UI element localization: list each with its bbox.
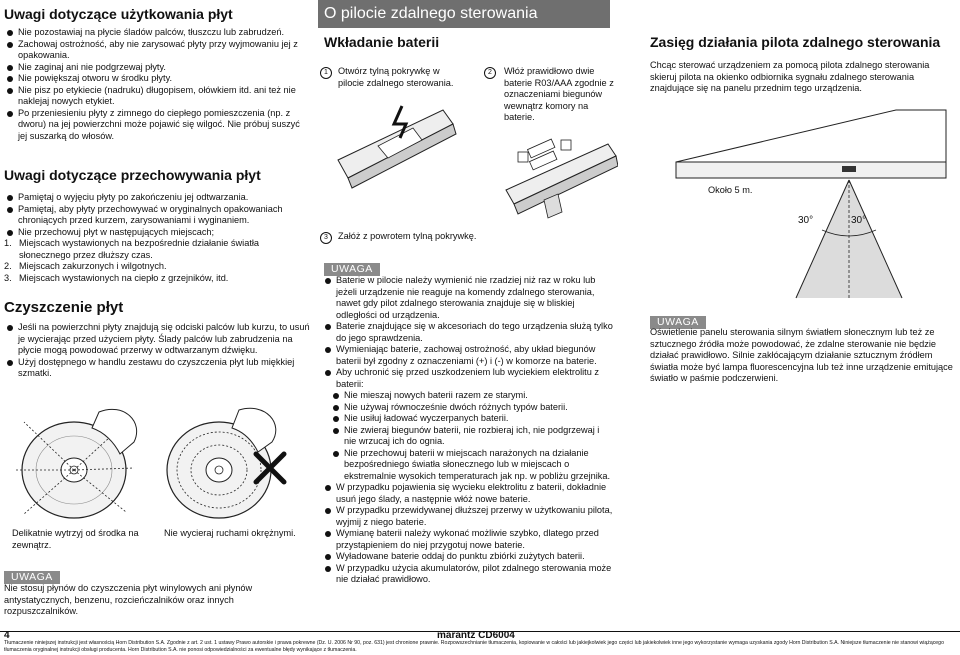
list-item: Pamiętaj, aby płyty przechowywać w oryginalnych opakowaniach chroniących przed kurzem, zarysowaniami i wyginaniem. [4, 204, 310, 227]
battery-sub-list [322, 390, 614, 482]
step-number: 1 [320, 67, 332, 79]
item-text: Miejscach zakurzonych i wilgotnych. [19, 261, 167, 271]
list-item: Zachowaj ostrożność, aby nie zarysować płyty przy wyjmowaniu jej z opakowania. [4, 39, 310, 62]
battery-warning-list [322, 275, 614, 390]
disc-storage-title: Uwagi dotyczące przechowywania płyt [4, 167, 261, 183]
disc-ok-icon [14, 409, 137, 518]
list-item [4, 238, 310, 261]
item-text: Miejscach wystawionych na ciepło z grzejników, itd. [19, 272, 229, 283]
step-number: 2 [484, 67, 496, 79]
range-text: Chcąc sterować urządzeniem za pomocą pilota zdalnego sterowania skieruj pilota na okienko odbiornika sygnału zdalnego sterowania znajdujące się na panelu przednim tego urządzenia. [650, 60, 930, 93]
battery-title: Wkładanie baterii [324, 34, 440, 50]
caption-no-circular: Nie wycieraj ruchami okrężnymi. [164, 528, 296, 538]
disc-storage-places [4, 238, 310, 284]
list-item: Nie mieszaj nowych baterii razem ze starymi. [322, 390, 614, 402]
remote-open-icon [338, 106, 456, 188]
battery-step-3 [320, 231, 614, 243]
list-item: Nie pisz po etykiecie (nadruku) długopisem, ołówkiem itd. ani też nie naklejaj nowych etykiet. [4, 85, 310, 108]
disc-usage-list [4, 27, 310, 142]
legal-notice: Tłumaczenie niniejszej instrukcji jest własnością Horn Distribution S.A. Zgodnie z art. 2 ust. 1 ustawy Prawo autorskie i prawa pokrewne (Dz. U. 2006 Nr 90, poz. 631) jest chronione prawnie. Rozpowszechnianie tłumaczenia, kopiowanie w całości lub jakiejkolwiek jego części lub jakiekolwiek inne jego wykorzystanie wymaga uzyskania zgody Horn Distribution S.A. Niniejsze tłumaczenie nie stanowi wiążącego tłumaczenia oryginalnej instrukcji obsługi producenta. Horn Distribution S.A. nie ponosi odpowiedzialności za ewentualne błędy wynikające z tłumaczenia. [4, 640, 944, 653]
caption-wipe-outward: Delikatnie wytrzyj od środka na zewnątrz. [12, 528, 139, 550]
disc-cleaning-list [4, 322, 310, 380]
range-warning-text: Oświetlenie panelu sterowania silnym światłem słonecznym lub też ze sztucznego źródła może powodować, że zdalne sterowanie nie będzie działać prawidłowo. Silnie zakłócającym działanie sztucznym źródłem światła może być lampa fluorescencyjna lub też inne urządzenie emitujące światło w paśmie podczerwieni. [650, 327, 953, 383]
list-item: W przypadku pojawienia się wycieku elektrolitu z baterii, dokładnie usuń jego ślady, a następnie włóż nowe baterie. [322, 482, 614, 505]
list-item: Aby uchronić się przed uszkodzeniem lub wyciekiem elektrolitu z baterii: [322, 367, 614, 390]
remote-batteries-icon [506, 139, 618, 218]
range-distance-label: Około 5 m. [708, 185, 753, 195]
page-number: 4 [4, 630, 10, 641]
list-item: Nie zaginaj ani nie podgrzewaj płyty. [4, 62, 310, 74]
disc-bad-icon [167, 408, 276, 518]
cleaning-warning-text: Nie stosuj płynów do czyszczenia płyt winylowych ani płynów antystatycznych, benzenu, rozcieńczalników oraz innych rozpuszczalników. [4, 583, 253, 616]
warning-label: UWAGA [324, 263, 380, 276]
range-title: Zasięg działania pilota zdalnego sterowania [650, 34, 941, 50]
list-item: Nie usiłuj ładować wyczerpanych baterii. [322, 413, 614, 425]
item-number: 2. [4, 261, 12, 271]
list-item [4, 261, 310, 273]
battery-step-1 [320, 66, 468, 89]
item-text: Miejscach wystawionych na bezpośrednie działanie światła słonecznego przez dłuższy czas. [19, 238, 260, 260]
list-item: Wymianę baterii należy wykonać możliwie szybko, dlatego przed przystąpieniem do niej przygotuj nowe baterie. [322, 528, 614, 551]
list-item: Nie pozostawiaj na płycie śladów palców, tłuszczu lub zabrudzeń. [4, 27, 310, 39]
disc-usage-title: Uwagi dotyczące użytkowania płyt [4, 6, 233, 22]
list-item: Baterie znajdujące się w akcesoriach do tego urządzenia służą tylko do jego sprawdzenia. [322, 321, 614, 344]
list-item: Pamiętaj o wyjęciu płyty po zakończeniu jej odtwarzania. [4, 192, 310, 204]
step-text: Włóż prawidłowo dwie baterie R03/AAA zgodnie z oznaczeniami biegunów wewnątrz komory na baterie. [504, 66, 614, 122]
warning-label: UWAGA [4, 571, 60, 584]
list-item [4, 273, 310, 285]
list-item: Nie przechowuj płyt w następujących miejscach; [4, 227, 310, 239]
item-number: 3. [4, 272, 12, 283]
angle-right-label: 30° [851, 215, 867, 226]
list-item: Nie używaj równocześnie dwóch różnych typów baterii. [322, 402, 614, 414]
list-item: Nie zwieraj biegunów baterii, nie rozbieraj ich, nie podgrzewaj i nie wrzucaj ich do ognia. [322, 425, 614, 448]
remote-section-bar: O pilocie zdalnego sterowania [318, 0, 610, 28]
disc-cleaning-title: Czyszczenie płyt [4, 299, 124, 316]
disc-storage-list [4, 192, 310, 238]
step-text: Załóż z powrotem tylną pokrywkę. [338, 231, 477, 241]
item-number: 1. [4, 238, 12, 248]
list-item: Użyj dostępnego w handlu zestawu do czyszczenia płyt lub miękkiej szmatki. [4, 357, 310, 380]
range-illustration [646, 100, 960, 300]
list-item: Wymieniając baterie, zachowaj ostrożność, aby układ biegunów baterii był zgodny z oznaczeniami (+) i (-) w komorze na baterie. [322, 344, 614, 367]
disc-cleaning-illustration [4, 402, 310, 522]
list-item: Po przeniesieniu płyty z zimnego do ciepłego pomieszczenia (np. z dworu) na jej powierzchni może pojawić się wilgoć. Nie próbuj suszyć jej suszarką do włosów. [4, 108, 310, 143]
step-text: Otwórz tylną pokrywkę w pilocie zdalnego sterowania. [338, 66, 454, 88]
list-item: Baterie w pilocie należy wymienić nie rzadziej niż raz w roku lub jeżeli urządzenie nie reaguje na komendy zdalnego sterowania, nawet gdy pilot zdalnego sterowania znajduje się w bliskiej odległości od urządzenia. [322, 275, 614, 321]
battery-warning-list-2 [322, 482, 614, 586]
list-item: W przypadku użycia akumulatorów, pilot zdalnego sterowania może nie działać prawidłowo. [322, 563, 614, 586]
angle-left-label: 30° [798, 215, 814, 226]
list-item: Nie powiększaj otworu w środku płyty. [4, 73, 310, 85]
player-icon [676, 110, 946, 178]
signal-cone-icon [796, 180, 902, 298]
list-item: Nie przechowuj baterii w miejscach narażonych na działanie bezpośredniego światła słonecznego lub w miejscach o ekstremalnie wysokich temperaturach jak np. w pobliżu grzejnika. [322, 448, 614, 483]
list-item: Wyładowane baterie oddaj do punktu zbiórki zużytych baterii. [322, 551, 614, 563]
model-name: marantz CD6004 [437, 630, 515, 641]
list-item: W przypadku przewidywanej dłuższej przerwy w użytkowaniu pilota, wyjmij z niego baterie. [322, 505, 614, 528]
warning-label: UWAGA [650, 316, 706, 329]
battery-illustration [318, 100, 618, 222]
list-item: Jeśli na powierzchni płyty znajdują się odciski palców lub kurzu, to usuń je wycierając przed użyciem płyty. Ślady palców lub zabrudzenia na płycie mogą powodować przerwy w odtwarzanym dźwięku. [4, 322, 310, 357]
battery-warnings [322, 275, 614, 586]
step-number: 3 [320, 232, 332, 244]
